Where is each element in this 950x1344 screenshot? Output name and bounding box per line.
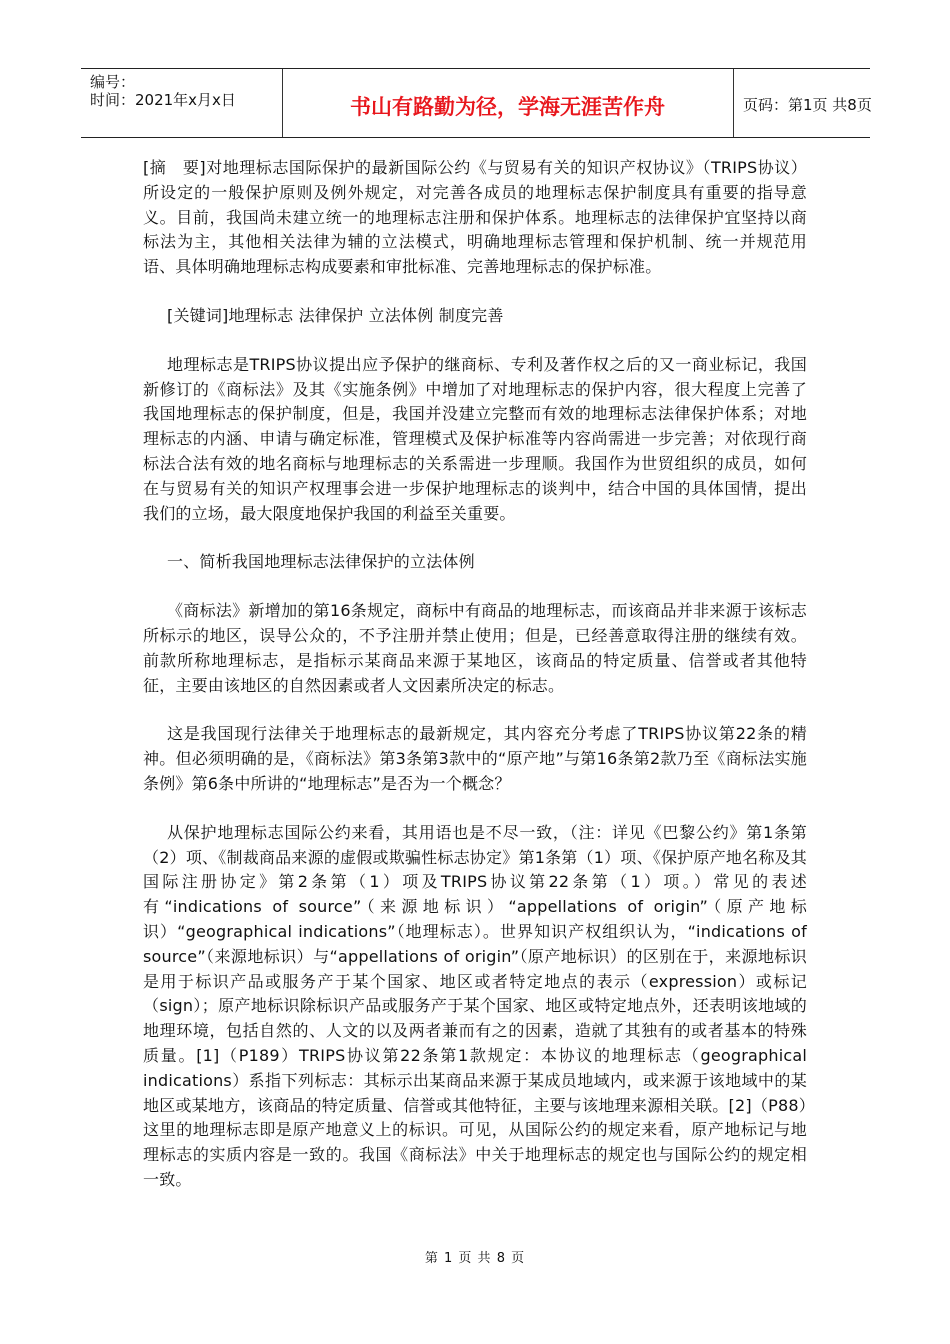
intro-paragraph: 地理标志是TRIPS协议提出应予保护的继商标、专利及著作权之后的又一商业标记，我国新修订的《商标法》及其《实施条例》中增加了对地理标志的保护内容，很大程度上完善了我国地理标志的保护制度，但是，我国并没建立完整而有效的地理标志法律保护体系；对地理标志的内涵、申请与确定标准，管理模式及保护标准等内容尚需进一步完善；对依现行商标法合法有效的地名商标与地理标志的关系需进一步理顺。我国作为世贸组织的成员，如何在与贸易有关的知识产权理事会进一步保护地理标志的谈判中，结合中国的具体国情，提出我们的立场，最大限度地保护我国的利益至关重要。: [143, 354, 807, 523]
time-label: 时间：2021年x月x日: [90, 91, 236, 109]
abstract-paragraph: [摘 要]对地理标志国际保护的最新国际公约《与贸易有关的知识产权协议》（TRIPS协议）所设定的一般保护原则及例外规定，对完善各成员的地理标志保护制度具有重要的指导意义。目前，我国尚未建立统一的地理标志注册和保护体系。地理标志的法律保护宜坚持以商标法为主，其他相关法律为辅的立法模式，明确地理标志管理和保护机制、统一并规范用语、具体明确地理标志构成要素和审批标准、完善地理标志的保护标准。: [143, 158, 807, 277]
header-page-cell: [733, 69, 870, 137]
keywords-paragraph: [关键词]地理标志 法律保护 立法体例 制度完善: [167, 305, 504, 325]
body-paragraph: 这是我国现行法律关于地理标志的最新规定，其内容充分考虑了TRIPS协议第22条的精神。但必须明确的是，《商标法》第3条第3款中的“原产地”与第16条第2款乃至《商标法实施条例》第6条中所讲的“地理标志”是否为一个概念？: [143, 724, 807, 793]
page-info: 页码：第1页 共8页: [743, 96, 872, 114]
body-paragraph: 《商标法》新增加的第16条规定，商标中有商品的地理标志，而该商品并非来源于该标志所标示的地区，误导公众的，不予注册并禁止使用；但是，已经善意取得注册的继续有效。前款所称地理标志，是指标示某商品来源于某地区，该商品的特定质量、信誉或者其他特征，主要由该地区的自然因素或者人文因素所决定的标志。: [143, 601, 807, 695]
page-footer: 第 1 页 共 8 页: [424, 1251, 526, 1266]
body-paragraph: 从保护地理标志国际公约来看，其用语也是不尽一致，（注：详见《巴黎公约》第1条第（2）项、《制裁商品来源的虚假或欺骗性标志协定》第1条第（1）项、《保护原产地名称及其国际注册协定》第2条第（1）项及TRIPS协议第22条第（1）项。）常见的表述有“indications of source”（来源地标识）“appellations of origin”（原产地标识）“geographical indications”（地理标志）。世界知识产权组织认为，“indications of source”（来源地标识）与“appellations of origin”（原产地标识）的区别在于，来源地标识是用于标识产品或服务产于某个国家、地区或者特定地点的表示（expression）或标记（sign）；原产地标识除标识产品或服务产于某个国家、地区或特定地点外，还表明该地域的地理环境，包括自然的、人文的以及两者兼而有之的因素，造就了其独有的或者基本的特殊质量。[1]（P189）TRIPS协议第22条第1款规定：本协议的地理标志（geographical indications）系指下列标志：其标示出某商品来源于某成员地域内，或来源于该地域中的某地区或某地方，该商品的特定质量、信誉或其他特征，主要与该地理来源相关联。[2]（P88）这里的地理标志即是原产地意义上的标识。可见，从国际公约的规定来看，原产地标记与地理标志的实质内容是一致的。我国《商标法》中关于地理标志的规定也与国际公约的规定相一致。: [143, 822, 824, 1189]
motto-text: 书山有路勤为径，学海无涯苦作舟: [350, 94, 665, 119]
page-header: [81, 68, 870, 138]
section-heading: 一、简析我国地理标志法律保护的立法体例: [167, 552, 475, 572]
header-motto-cell: [282, 69, 734, 137]
header-info-cell: [81, 69, 283, 137]
document-body: [143, 156, 824, 1217]
serial-label: 编号：: [90, 73, 136, 91]
